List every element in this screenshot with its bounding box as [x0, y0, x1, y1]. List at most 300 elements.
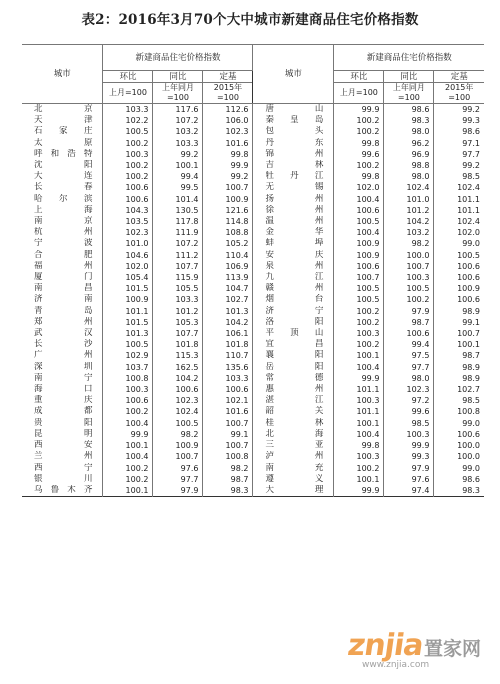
table-row — [22, 126, 484, 137]
index-yoy: 98.5 — [384, 418, 434, 429]
city-name: 上海 — [22, 205, 103, 216]
index-fixed: 100.6 — [434, 294, 484, 305]
city-name: 常德 — [253, 373, 334, 384]
index-fixed: 99.0 — [434, 238, 484, 249]
base-fixed-right: 2015年=100 — [434, 83, 484, 104]
table-row — [22, 350, 484, 361]
table-row — [22, 115, 484, 126]
index-yoy: 103.2 — [153, 126, 203, 137]
index-fixed: 99.1 — [203, 429, 253, 440]
index-yoy: 97.6 — [153, 463, 203, 474]
index-yoy: 98.0 — [384, 171, 434, 182]
index-mom: 100.2 — [103, 138, 153, 149]
index-mom: 100.2 — [334, 160, 384, 171]
index-mom: 100.4 — [334, 362, 384, 373]
index-fixed: 99.9 — [203, 160, 253, 171]
city-name: 平顶山 — [253, 328, 334, 339]
index-yoy: 104.2 — [384, 216, 434, 227]
index-fixed: 99.0 — [434, 463, 484, 474]
city-name: 大理 — [253, 485, 334, 497]
price-index-table — [22, 44, 484, 497]
index-fixed: 100.7 — [203, 440, 253, 451]
watermark-name: 置家网 — [424, 638, 482, 660]
index-mom: 100.1 — [103, 485, 153, 497]
index-fixed: 135.6 — [203, 362, 253, 373]
city-name: 韶关 — [253, 406, 334, 417]
city-name: 遵义 — [253, 474, 334, 485]
index-fixed: 98.5 — [434, 171, 484, 182]
index-yoy: 96.9 — [384, 149, 434, 160]
index-yoy: 107.2 — [153, 238, 203, 249]
index-fixed: 110.4 — [203, 250, 253, 261]
index-yoy: 117.8 — [153, 216, 203, 227]
index-fixed: 100.6 — [203, 384, 253, 395]
city-name: 洛阳 — [253, 317, 334, 328]
table-row — [22, 451, 484, 462]
index-mom: 100.2 — [334, 115, 384, 126]
table-row — [22, 384, 484, 395]
index-fixed: 100.6 — [434, 272, 484, 283]
city-name: 南昌 — [22, 283, 103, 294]
index-yoy: 103.3 — [153, 138, 203, 149]
index-yoy: 100.6 — [153, 384, 203, 395]
group-header-right: 新建商品住宅价格指数 — [334, 45, 484, 71]
city-name: 西宁 — [22, 463, 103, 474]
city-name: 牡丹江 — [253, 171, 334, 182]
watermark-logo: znjia — [345, 628, 426, 663]
index-fixed: 103.3 — [203, 373, 253, 384]
index-yoy: 99.4 — [384, 339, 434, 350]
index-mom: 104.6 — [103, 250, 153, 261]
index-yoy: 99.9 — [384, 440, 434, 451]
col-mom-left: 环比 — [103, 71, 153, 83]
index-mom: 100.4 — [103, 451, 153, 462]
index-yoy: 98.7 — [384, 317, 434, 328]
index-yoy: 107.7 — [153, 328, 203, 339]
index-mom: 100.3 — [334, 395, 384, 406]
city-name: 宜昌 — [253, 339, 334, 350]
index-fixed: 99.0 — [434, 418, 484, 429]
table-row — [22, 418, 484, 429]
index-fixed: 98.2 — [203, 463, 253, 474]
index-yoy: 130.5 — [153, 205, 203, 216]
index-mom: 100.4 — [334, 194, 384, 205]
index-fixed: 101.8 — [203, 339, 253, 350]
index-mom: 100.4 — [334, 227, 384, 238]
index-yoy: 98.6 — [384, 104, 434, 116]
index-mom: 101.5 — [103, 283, 153, 294]
table-title: 表2：2016年3月70个大中城市新建商品住宅价格指数 — [81, 12, 419, 28]
table-row — [22, 205, 484, 216]
city-name: 湛江 — [253, 395, 334, 406]
city-name: 宁波 — [22, 238, 103, 249]
city-name: 贵阳 — [22, 418, 103, 429]
index-yoy: 107.7 — [153, 261, 203, 272]
table-row — [22, 216, 484, 227]
index-fixed: 98.9 — [434, 306, 484, 317]
index-mom: 99.9 — [334, 373, 384, 384]
table-row — [22, 474, 484, 485]
index-fixed: 100.8 — [203, 451, 253, 462]
index-yoy: 101.2 — [384, 205, 434, 216]
index-fixed: 102.3 — [203, 126, 253, 137]
index-fixed: 100.0 — [434, 440, 484, 451]
index-fixed: 110.7 — [203, 350, 253, 361]
index-yoy: 100.3 — [384, 272, 434, 283]
table-header — [22, 45, 484, 104]
table-row — [22, 362, 484, 373]
index-yoy: 100.7 — [384, 261, 434, 272]
index-fixed: 99.2 — [434, 160, 484, 171]
table-row — [22, 306, 484, 317]
index-yoy: 105.5 — [153, 283, 203, 294]
city-name: 西安 — [22, 440, 103, 451]
index-fixed: 98.5 — [434, 395, 484, 406]
index-fixed: 108.8 — [203, 227, 253, 238]
index-mom: 100.2 — [334, 463, 384, 474]
city-header-right: 城市 — [253, 45, 334, 104]
city-name: 海口 — [22, 384, 103, 395]
city-name: 成都 — [22, 406, 103, 417]
table-row — [22, 328, 484, 339]
index-fixed: 104.7 — [203, 283, 253, 294]
index-yoy: 97.4 — [384, 485, 434, 497]
index-fixed: 98.9 — [434, 373, 484, 384]
city-name: 唐山 — [253, 104, 334, 116]
base-yoy-left: 上年同月=100 — [153, 83, 203, 104]
index-yoy: 102.3 — [384, 384, 434, 395]
index-yoy: 98.2 — [153, 429, 203, 440]
city-name: 温州 — [253, 216, 334, 227]
index-mom: 101.0 — [103, 238, 153, 249]
index-mom: 100.6 — [334, 261, 384, 272]
index-mom: 105.4 — [103, 272, 153, 283]
index-mom: 101.1 — [103, 306, 153, 317]
index-yoy: 102.4 — [384, 182, 434, 193]
index-fixed: 100.6 — [434, 429, 484, 440]
city-name: 北京 — [22, 104, 103, 116]
index-mom: 102.9 — [103, 350, 153, 361]
city-name: 武汉 — [22, 328, 103, 339]
city-name: 锦州 — [253, 149, 334, 160]
index-mom: 100.9 — [334, 238, 384, 249]
index-mom: 100.9 — [103, 294, 153, 305]
index-mom: 100.4 — [334, 429, 384, 440]
table-row — [22, 227, 484, 238]
table-row — [22, 429, 484, 440]
index-fixed: 101.1 — [434, 194, 484, 205]
col-mom-right: 环比 — [334, 71, 384, 83]
city-header-left: 城市 — [22, 45, 103, 104]
index-mom: 100.3 — [103, 149, 153, 160]
index-yoy: 98.3 — [384, 115, 434, 126]
city-name: 泸州 — [253, 451, 334, 462]
index-mom: 100.2 — [334, 339, 384, 350]
city-name: 襄阳 — [253, 350, 334, 361]
index-yoy: 100.3 — [384, 429, 434, 440]
index-mom: 100.5 — [334, 216, 384, 227]
index-mom: 100.3 — [103, 384, 153, 395]
col-fixed-left: 定基 — [203, 71, 253, 83]
index-mom: 100.3 — [334, 328, 384, 339]
city-name: 丹东 — [253, 138, 334, 149]
city-name: 桂林 — [253, 418, 334, 429]
index-mom: 103.3 — [103, 104, 153, 116]
index-mom: 99.9 — [103, 429, 153, 440]
index-mom: 100.2 — [103, 463, 153, 474]
city-name: 济宁 — [253, 306, 334, 317]
index-fixed: 98.3 — [434, 485, 484, 497]
index-yoy: 103.2 — [384, 227, 434, 238]
index-mom: 100.8 — [103, 373, 153, 384]
index-yoy: 98.8 — [384, 160, 434, 171]
index-yoy: 102.3 — [153, 395, 203, 406]
table-row — [22, 171, 484, 182]
index-mom: 99.6 — [334, 149, 384, 160]
index-fixed: 99.3 — [434, 115, 484, 126]
index-fixed: 99.8 — [203, 149, 253, 160]
index-yoy: 97.9 — [384, 463, 434, 474]
index-yoy: 100.1 — [153, 160, 203, 171]
city-name: 呼和浩特 — [22, 149, 103, 160]
index-fixed: 106.1 — [203, 328, 253, 339]
index-yoy: 162.5 — [153, 362, 203, 373]
table-row — [22, 182, 484, 193]
table-row — [22, 406, 484, 417]
index-yoy: 101.0 — [384, 194, 434, 205]
index-fixed: 112.6 — [203, 104, 253, 116]
index-mom: 99.9 — [334, 485, 384, 497]
index-yoy: 101.2 — [153, 306, 203, 317]
index-mom: 103.5 — [103, 216, 153, 227]
index-mom: 99.8 — [334, 138, 384, 149]
index-mom: 100.2 — [103, 160, 153, 171]
index-yoy: 98.0 — [384, 373, 434, 384]
index-yoy: 115.9 — [153, 272, 203, 283]
city-name: 天津 — [22, 115, 103, 126]
index-fixed: 98.7 — [434, 350, 484, 361]
index-yoy: 102.4 — [153, 406, 203, 417]
city-name: 深圳 — [22, 362, 103, 373]
index-fixed: 105.2 — [203, 238, 253, 249]
index-mom: 99.8 — [334, 440, 384, 451]
city-name: 青岛 — [22, 306, 103, 317]
city-name: 厦门 — [22, 272, 103, 283]
city-name: 安庆 — [253, 250, 334, 261]
index-fixed: 113.9 — [203, 272, 253, 283]
index-fixed: 98.3 — [203, 485, 253, 497]
index-yoy: 100.7 — [153, 451, 203, 462]
index-yoy: 100.5 — [153, 418, 203, 429]
base-yoy-right: 上年同月=100 — [384, 83, 434, 104]
index-fixed: 100.7 — [203, 182, 253, 193]
city-name: 济南 — [22, 294, 103, 305]
index-yoy: 97.9 — [384, 306, 434, 317]
city-name: 郑州 — [22, 317, 103, 328]
index-mom: 100.5 — [334, 294, 384, 305]
index-mom: 99.9 — [334, 104, 384, 116]
index-yoy: 100.9 — [153, 440, 203, 451]
index-fixed: 102.7 — [434, 384, 484, 395]
table-row — [22, 238, 484, 249]
city-name: 南京 — [22, 216, 103, 227]
table-row — [22, 317, 484, 328]
table-row — [22, 485, 484, 497]
index-fixed: 102.4 — [434, 182, 484, 193]
index-yoy: 96.2 — [384, 138, 434, 149]
index-fixed: 101.6 — [203, 138, 253, 149]
index-mom: 100.2 — [103, 474, 153, 485]
index-fixed: 100.5 — [434, 250, 484, 261]
city-name: 烟台 — [253, 294, 334, 305]
index-yoy: 97.6 — [384, 474, 434, 485]
index-mom: 101.1 — [334, 406, 384, 417]
index-yoy: 99.3 — [384, 451, 434, 462]
index-yoy: 101.4 — [153, 194, 203, 205]
index-mom: 100.1 — [334, 350, 384, 361]
index-yoy: 98.0 — [384, 126, 434, 137]
index-mom: 99.8 — [334, 171, 384, 182]
city-name: 杭州 — [22, 227, 103, 238]
city-name: 扬州 — [253, 194, 334, 205]
index-mom: 102.3 — [103, 227, 153, 238]
index-mom: 100.2 — [334, 126, 384, 137]
index-fixed: 99.2 — [203, 171, 253, 182]
city-name: 蚌埠 — [253, 238, 334, 249]
index-mom: 100.6 — [103, 182, 153, 193]
city-name: 三亚 — [253, 440, 334, 451]
index-fixed: 114.8 — [203, 216, 253, 227]
index-yoy: 97.9 — [153, 485, 203, 497]
col-fixed-right: 定基 — [434, 71, 484, 83]
index-mom: 100.6 — [103, 395, 153, 406]
base-mom-right: 上月=100 — [334, 83, 384, 104]
city-name: 岳阳 — [253, 362, 334, 373]
city-name: 石家庄 — [22, 126, 103, 137]
index-yoy: 97.7 — [153, 474, 203, 485]
index-mom: 101.5 — [103, 317, 153, 328]
index-yoy: 98.2 — [384, 238, 434, 249]
base-mom-left: 上月=100 — [103, 83, 153, 104]
index-fixed: 98.7 — [203, 474, 253, 485]
index-fixed: 100.9 — [203, 194, 253, 205]
city-name: 秦皇岛 — [253, 115, 334, 126]
index-fixed: 98.6 — [434, 126, 484, 137]
index-fixed: 106.0 — [203, 115, 253, 126]
index-mom: 102.0 — [103, 261, 153, 272]
index-fixed: 99.1 — [434, 317, 484, 328]
city-name: 长春 — [22, 182, 103, 193]
table-row — [22, 440, 484, 451]
index-yoy: 101.8 — [153, 339, 203, 350]
table-row — [22, 294, 484, 305]
table-row — [22, 272, 484, 283]
index-yoy: 105.3 — [153, 317, 203, 328]
table-row — [22, 138, 484, 149]
city-name: 泉州 — [253, 261, 334, 272]
table-row — [22, 283, 484, 294]
table-row — [22, 339, 484, 350]
index-fixed: 100.8 — [434, 406, 484, 417]
table-row — [22, 194, 484, 205]
city-name: 包头 — [253, 126, 334, 137]
index-mom: 100.1 — [334, 418, 384, 429]
group-header-left: 新建商品住宅价格指数 — [103, 45, 253, 71]
index-mom: 100.2 — [334, 317, 384, 328]
index-mom: 100.2 — [103, 406, 153, 417]
table-row — [22, 463, 484, 474]
index-fixed: 106.9 — [203, 261, 253, 272]
city-name: 乌鲁木齐 — [22, 485, 103, 497]
city-name: 昆明 — [22, 429, 103, 440]
index-mom: 100.5 — [103, 339, 153, 350]
index-yoy: 107.2 — [153, 115, 203, 126]
city-name: 无锡 — [253, 182, 334, 193]
index-yoy: 104.2 — [153, 373, 203, 384]
city-name: 兰州 — [22, 451, 103, 462]
city-name: 银川 — [22, 474, 103, 485]
index-yoy: 111.2 — [153, 250, 203, 261]
city-name: 合肥 — [22, 250, 103, 261]
col-yoy-right: 同比 — [384, 71, 434, 83]
index-fixed: 104.2 — [203, 317, 253, 328]
index-yoy: 100.2 — [384, 294, 434, 305]
index-fixed: 102.1 — [203, 395, 253, 406]
index-fixed: 102.4 — [434, 216, 484, 227]
table-row — [22, 149, 484, 160]
index-fixed: 98.6 — [434, 474, 484, 485]
index-yoy: 117.6 — [153, 104, 203, 116]
index-fixed: 102.0 — [434, 227, 484, 238]
index-fixed: 99.2 — [434, 104, 484, 116]
table-row — [22, 373, 484, 384]
index-mom: 100.1 — [334, 474, 384, 485]
index-fixed: 101.3 — [203, 306, 253, 317]
city-name: 哈尔滨 — [22, 194, 103, 205]
table-body — [22, 104, 484, 497]
index-mom: 102.0 — [334, 182, 384, 193]
index-fixed: 100.6 — [434, 261, 484, 272]
index-fixed: 97.1 — [434, 138, 484, 149]
table-row — [22, 395, 484, 406]
index-fixed: 100.7 — [434, 328, 484, 339]
city-name: 长沙 — [22, 339, 103, 350]
index-yoy: 115.3 — [153, 350, 203, 361]
index-fixed: 100.1 — [434, 339, 484, 350]
city-name: 九江 — [253, 272, 334, 283]
index-mom: 100.5 — [103, 126, 153, 137]
index-fixed: 102.7 — [203, 294, 253, 305]
index-mom: 100.4 — [103, 418, 153, 429]
city-name: 沈阳 — [22, 160, 103, 171]
city-name: 广州 — [22, 350, 103, 361]
index-yoy: 103.3 — [153, 294, 203, 305]
index-mom: 101.3 — [103, 328, 153, 339]
index-yoy: 97.5 — [384, 350, 434, 361]
city-name: 赣州 — [253, 283, 334, 294]
index-yoy: 99.5 — [153, 182, 203, 193]
col-yoy-left: 同比 — [153, 71, 203, 83]
index-fixed: 100.0 — [434, 451, 484, 462]
city-name: 太原 — [22, 138, 103, 149]
watermark-url: www.znjia.com — [362, 660, 430, 670]
index-yoy: 111.9 — [153, 227, 203, 238]
city-name: 吉林 — [253, 160, 334, 171]
index-fixed: 98.9 — [434, 362, 484, 373]
city-name: 重庆 — [22, 395, 103, 406]
index-yoy: 100.5 — [384, 283, 434, 294]
index-mom: 103.7 — [103, 362, 153, 373]
